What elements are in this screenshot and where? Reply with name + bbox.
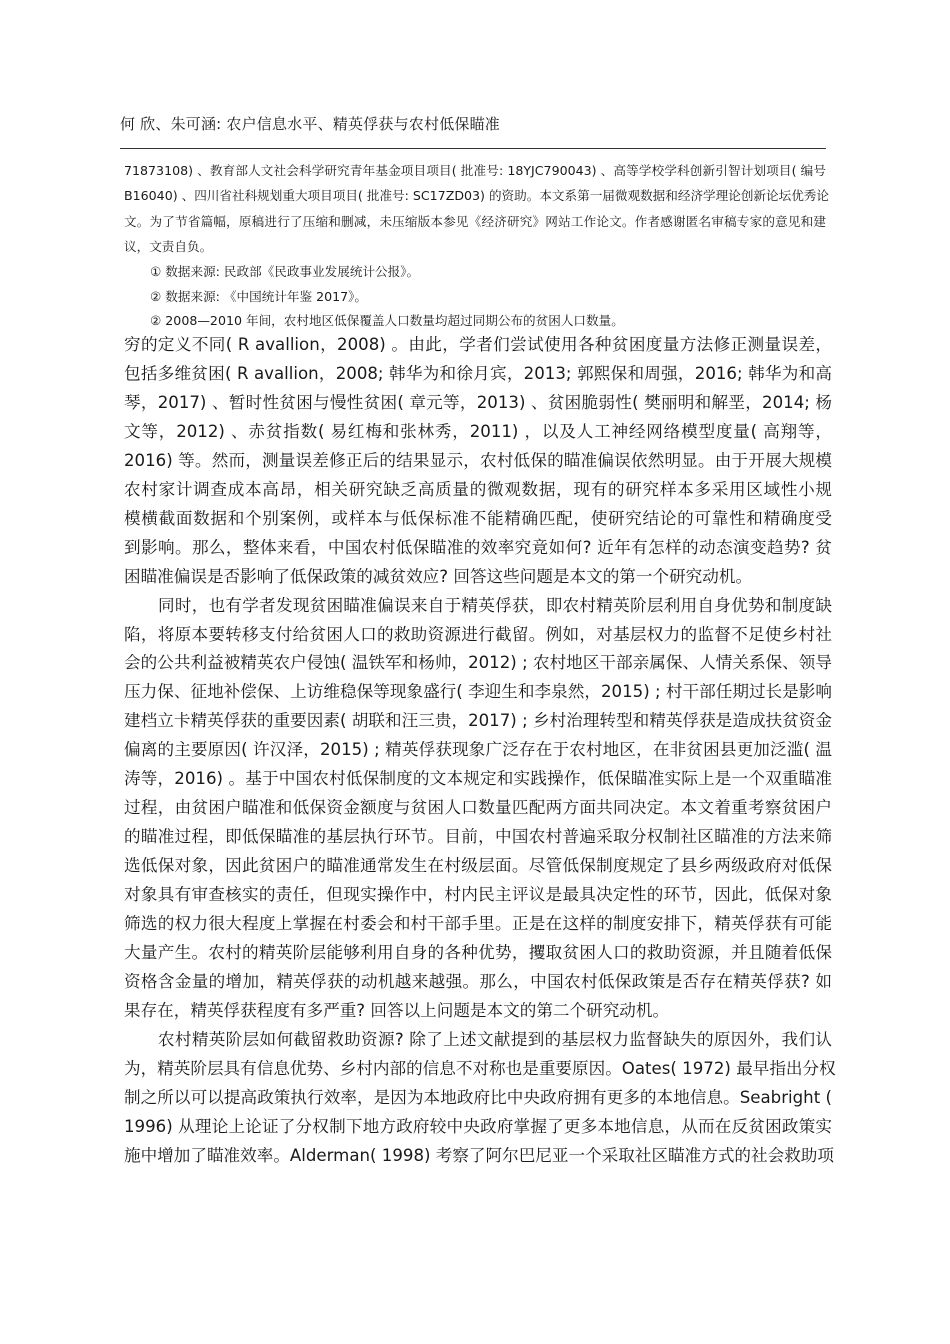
paragraph-1-line: 困瞄准偏误是否影响了低保政策的减贫效应? 回答这些问题是本文的第一个研究动机。 [124,566,753,586]
paragraph-1-line: 包括多维贫困( R avallion，2008; 韩华为和徐月宾，2013; 郭熙保和周强，2016; 韩华为和高 [124,363,832,383]
paragraph-2-line: 的瞄准过程，即低保瞄准的基层执行环节。目前，中国农村普遍采取分权制社区瞄准的方法来筛 [124,827,832,847]
paragraph-2-line: 同时，也有学者发现贫困瞄准偏误来自于精英俘获，即农村精英阶层利用自身优势和制度缺 [158,595,832,615]
paragraph-2-line: 陷，将原本要转移支付给贫困人口的救助资源进行截留。例如，对基层权力的监督不足使乡村社 [124,624,832,644]
paragraph-2-line: 过程，由贫困户瞄准和低保资金额度与贫困人口数量匹配两方面共同决定。本文着重考察贫困户 [124,798,832,818]
paragraph-2-line: 涛等，2016) 。基于中国农村低保制度的文本规定和实践操作，低保瞄准实际上是一个双重瞄准 [124,769,832,789]
paragraph-2-line: 资格含金量的增加，精英俘获的动机越来越强。那么，中国农村低保政策是否存在精英俘获? 如 [124,971,832,991]
funding-note-line: 文。为了节省篇幅，原稿进行了压缩和删减，未压缩版本参见《经济研究》网站工作论文。作者感谢匿名审稿专家的意见和建 [124,213,826,229]
paragraph-2-line: 对象具有审查核实的责任，但现实操作中，村内民主评议是最具决定性的环节，因此，低保对象 [124,885,832,905]
footnote: ② 2008—2010 年间，农村地区低保覆盖人口数量均超过同期公布的贫困人口数量。 [150,313,624,329]
paragraph-1-line: 2016) 等。然而，测量误差修正后的结果显示，农村低保的瞄准偏误依然明显。由于开展大规模 [124,450,832,470]
funding-note-line: 71873108) 、教育部人文社会科学研究青年基金项目项目( 批准号: 18YJC790043) 、高等学校学科创新引智计划项目( 编号 [124,163,826,178]
running-header: 何 欣、朱可涵: 农户信息水平、精英俘获与农村低保瞄准 [120,115,500,133]
paragraph-2-line: 会的公共利益被精英农户侵蚀( 温铁军和杨帅，2012) ; 农村地区干部亲属保、人情关系保、领导 [124,653,832,673]
paragraph-2-line: 筛选的权力很大程度上掌握在村委会和村干部手里。正是在这样的制度安排下，精英俘获有可能 [124,914,832,933]
paragraph-1-line: 琴，2017) 、暂时性贫困与慢性贫困( 章元等，2013) 、贫困脆弱性( 樊丽明和解垩，2014; 杨 [124,392,832,412]
paragraph-1-line: 模横截面数据和个别案例，或样本与低保标准不能精确匹配，使研究结论的可靠性和精确度受 [124,508,832,528]
paragraph-2-line: 大量产生。农村的精英阶层能够利用自身的各种优势，攫取贫困人口的救助资源，并且随着低保 [124,942,832,962]
funding-note-line: B16040) 、四川省社科规划重大项目项目( 批准号: SC17ZD03) 的资助。本文系第一届微观数据和经济学理论创新论坛优秀论 [124,188,829,204]
funding-note-line: 议，文责自负。 [124,238,213,254]
paragraph-2-line: 建档立卡精英俘获的重要因素( 胡联和汪三贵，2017) ; 乡村治理转型和精英俘获是造成扶贫资金 [124,711,832,731]
paragraph-1-line: 农村家计调查成本高昂，相关研究缺乏高质量的微观数据，现有的研究样本多采用区域性小规 [124,479,832,499]
paragraph-2-line: 果存在，精英俘获程度有多严重? 回答以上问题是本文的第二个研究动机。 [124,1000,670,1020]
paragraph-1-line: 文等，2012) 、赤贫指数( 易红梅和张林秀，2011) ，以及人工神经网络模型度量( 高翔等， [124,421,832,441]
paragraph-1-line: 穷的定义不同( R avallion，2008) 。由此，学者们尝试使用各种贫困度量方法修正测量误差， [124,335,832,354]
paragraph-1-line: 到影响。那么，整体来看，中国农村低保瞄准的效率究竟如何? 近年有怎样的动态演变趋势? 贫 [124,537,832,557]
footnote: ① 数据来源: 民政部《民政事业发展统计公报》。 [150,264,420,280]
paragraph-2-line: 压力保、征地补偿保、上访维稳保等现象盛行( 李迎生和李泉然，2015) ; 村干部任期过长是影响 [124,682,832,702]
footnote: ② 数据来源: 《中国统计年鉴 2017》。 [150,288,368,304]
paragraph-3-line: 施中增加了瞄准效率。Alderman( 1998) 考察了阿尔巴尼亚一个采取社区瞄准方式的社会救助项 [124,1145,834,1165]
paragraph-2-line: 选低保对象，因此贫困户的瞄准通常发生在村级层面。尽管低保制度规定了县乡两级政府对低保 [124,856,832,876]
paragraph-3-line: 为，精英阶层具有信息优势、乡村内部的信息不对称也是重要原因。Oates( 1972) 最早指出分权 [124,1058,836,1078]
paragraph-3-line: 农村精英阶层如何截留救助资源? 除了上述文献提到的基层权力监督缺失的原因外，我们认 [158,1029,832,1049]
paragraph-2-line: 偏离的主要原因( 许汉泽，2015) ; 精英俘获现象广泛存在于农村地区，在非贫困县更加泛滥( 温 [124,740,832,760]
paragraph-3-line: 1996) 从理论上论证了分权制下地方政府较中央政府掌握了更多本地信息，从而在反贫困政策实 [124,1116,832,1136]
header-divider [120,148,826,149]
paragraph-3-line: 制之所以可以提高政策执行效率，是因为本地政府比中央政府拥有更多的本地信息。Seabright ( [124,1087,832,1107]
